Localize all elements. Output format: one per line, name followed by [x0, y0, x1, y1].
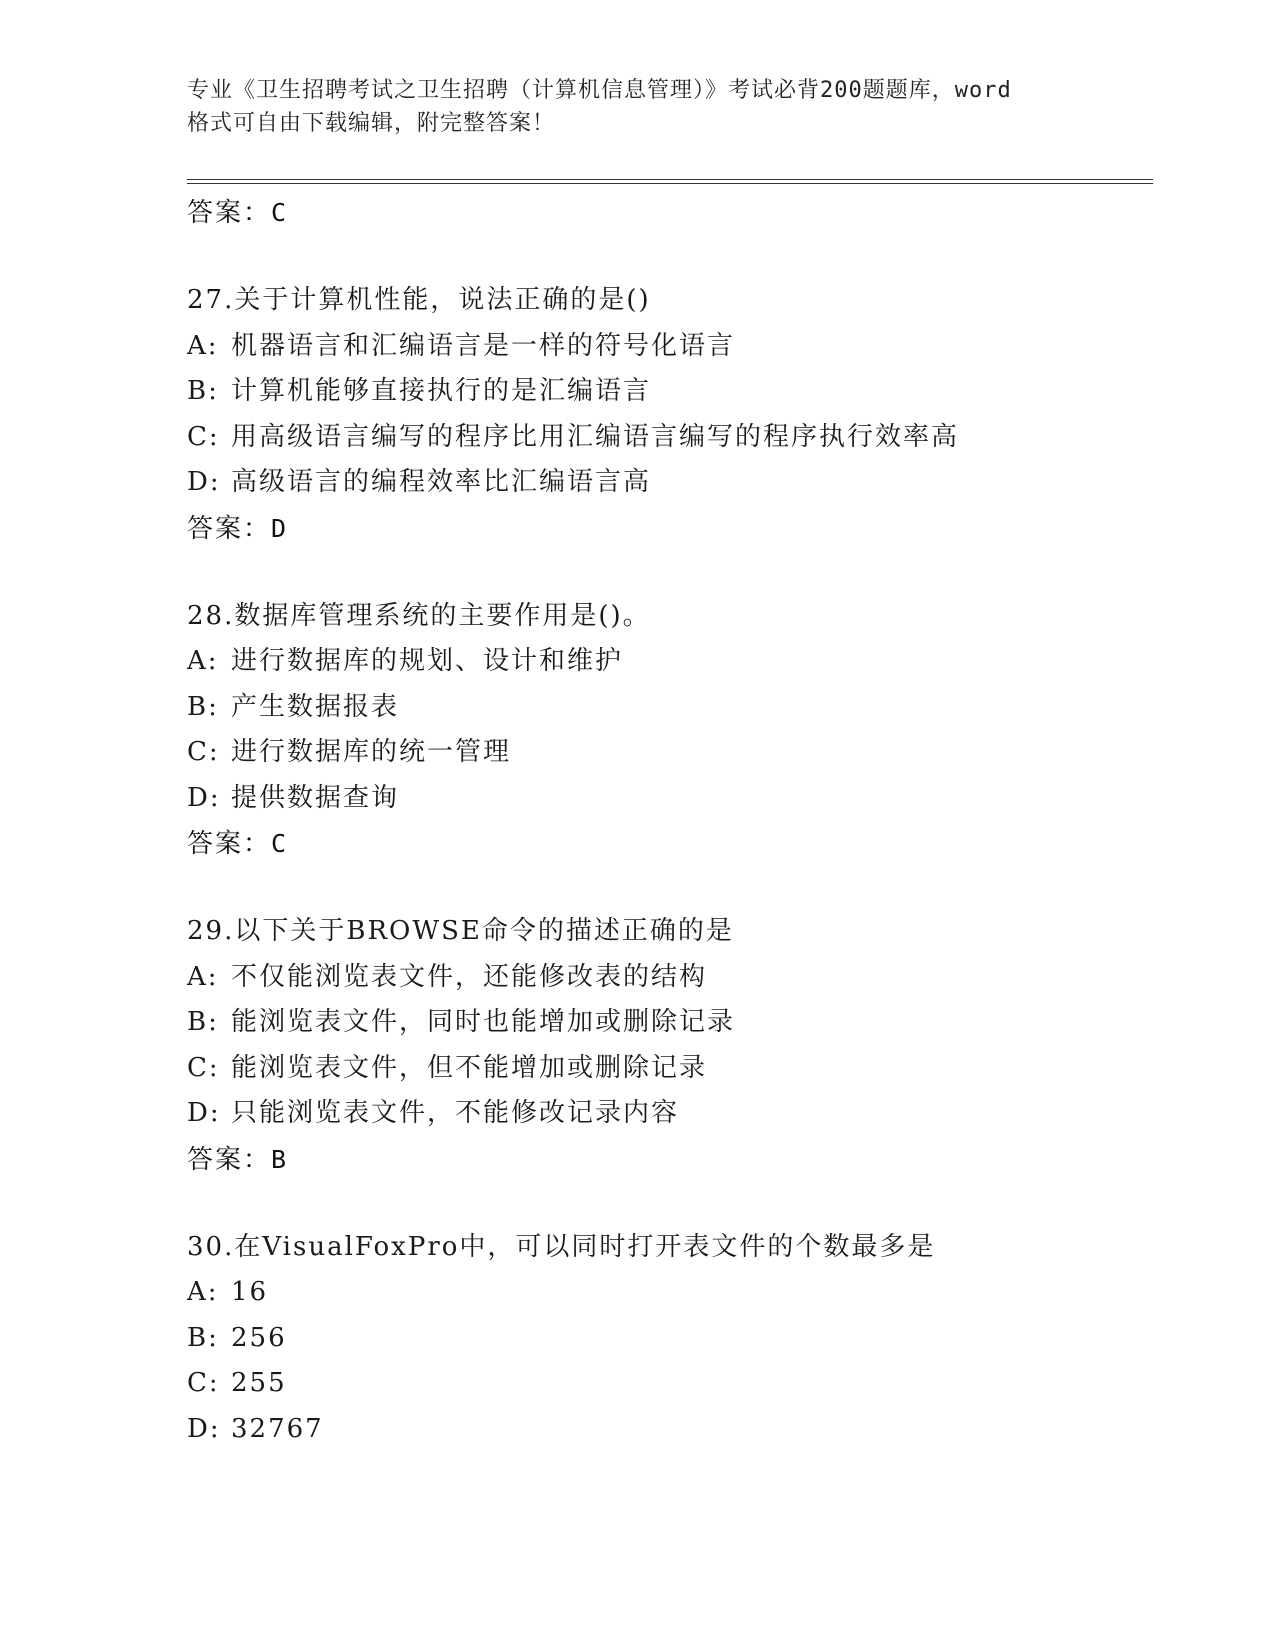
option-d	[187, 776, 1153, 822]
answer-label: 答案：	[187, 198, 272, 228]
question-stem: 27.关于计算机性能，说法正确的是()	[187, 285, 651, 315]
option-a	[187, 639, 1153, 685]
option-a	[187, 955, 1153, 1001]
header-divider-top	[187, 179, 1153, 180]
option-key: B:	[187, 1007, 219, 1037]
question-28	[187, 594, 1153, 867]
option-c	[187, 1046, 1153, 1092]
option-text: 用高级语言编写的程序比用汇编语言编写的程序执行效率高	[231, 421, 960, 452]
option-text: 能浏览表文件，但不能增加或删除记录	[231, 1052, 708, 1083]
option-text: 16	[231, 1277, 269, 1307]
question-stem: 28.数据库管理系统的主要作用是()。	[187, 600, 651, 631]
option-text: 进行数据库的统一管理	[231, 737, 512, 767]
question-stem: 30.在VisualFoxPro中，可以同时打开表文件的个数最多是	[187, 1231, 936, 1262]
header-divider-bottom	[187, 183, 1153, 184]
option-d	[187, 460, 1153, 506]
option-b	[187, 1316, 1153, 1362]
option-key: C:	[187, 737, 220, 767]
option-key: D:	[187, 1098, 221, 1128]
option-b	[187, 1000, 1153, 1046]
option-text: 产生数据报表	[231, 691, 400, 722]
option-key: C:	[187, 421, 220, 452]
answer-value: B	[271, 1144, 289, 1174]
option-b	[187, 369, 1153, 415]
option-c	[187, 730, 1153, 776]
question-answer	[187, 506, 1153, 551]
question-29	[187, 909, 1153, 1182]
option-text: 能浏览表文件，同时也能增加或删除记录	[231, 1007, 736, 1037]
option-key: A:	[187, 646, 219, 676]
option-key: A:	[187, 1277, 219, 1307]
option-key: C:	[187, 1368, 220, 1398]
option-key: D:	[187, 1413, 221, 1444]
option-text: 提供数据查询	[231, 782, 400, 813]
option-text: 高级语言的编程效率比汇编语言高	[231, 467, 652, 497]
answer-label: 答案：	[187, 829, 272, 859]
option-key: B:	[187, 376, 219, 406]
option-key: B:	[187, 1322, 219, 1353]
option-text: 只能浏览表文件，不能修改记录内容	[231, 1098, 680, 1128]
option-text: 机器语言和汇编语言是一样的符号化语言	[231, 330, 736, 361]
question-answer	[187, 1137, 1153, 1182]
option-text: 32767	[231, 1413, 324, 1444]
option-key: A:	[187, 961, 219, 992]
option-text: 256	[231, 1322, 287, 1353]
option-b	[187, 685, 1153, 731]
header-line-2: 格式可自由下载编辑，附完整答案！	[187, 111, 556, 136]
answer-value: C	[271, 198, 289, 227]
answer-label: 答案：	[187, 513, 272, 544]
option-key: D:	[187, 467, 221, 497]
option-key: D:	[187, 782, 221, 813]
option-a	[187, 324, 1153, 370]
option-d	[187, 1407, 1153, 1453]
document-header	[187, 74, 1107, 140]
option-a	[187, 1270, 1153, 1316]
option-c	[187, 415, 1153, 461]
question-27	[187, 278, 1153, 551]
option-text: 不仅能浏览表文件，还能修改表的结构	[231, 961, 708, 992]
question-answer	[187, 821, 1153, 866]
lead-answer	[187, 190, 1153, 235]
option-text: 计算机能够直接执行的是汇编语言	[231, 376, 652, 406]
option-c	[187, 1361, 1153, 1407]
option-text: 255	[231, 1368, 287, 1398]
question-30	[187, 1225, 1153, 1453]
answer-label: 答案：	[187, 1144, 272, 1175]
header-line-1: 专业《卫生招聘考试之卫生招聘（计算机信息管理）》考试必背200题题库，word	[187, 78, 1012, 103]
answer-value: D	[271, 513, 289, 543]
option-key: A:	[187, 330, 219, 361]
option-text: 进行数据库的规划、设计和维护	[231, 646, 624, 676]
option-key: C:	[187, 1052, 220, 1083]
answer-value: C	[271, 829, 289, 858]
option-d	[187, 1091, 1153, 1137]
option-key: B:	[187, 691, 219, 722]
question-list	[187, 190, 1153, 1452]
question-stem: 29.以下关于BROWSE命令的描述正确的是	[187, 916, 734, 946]
